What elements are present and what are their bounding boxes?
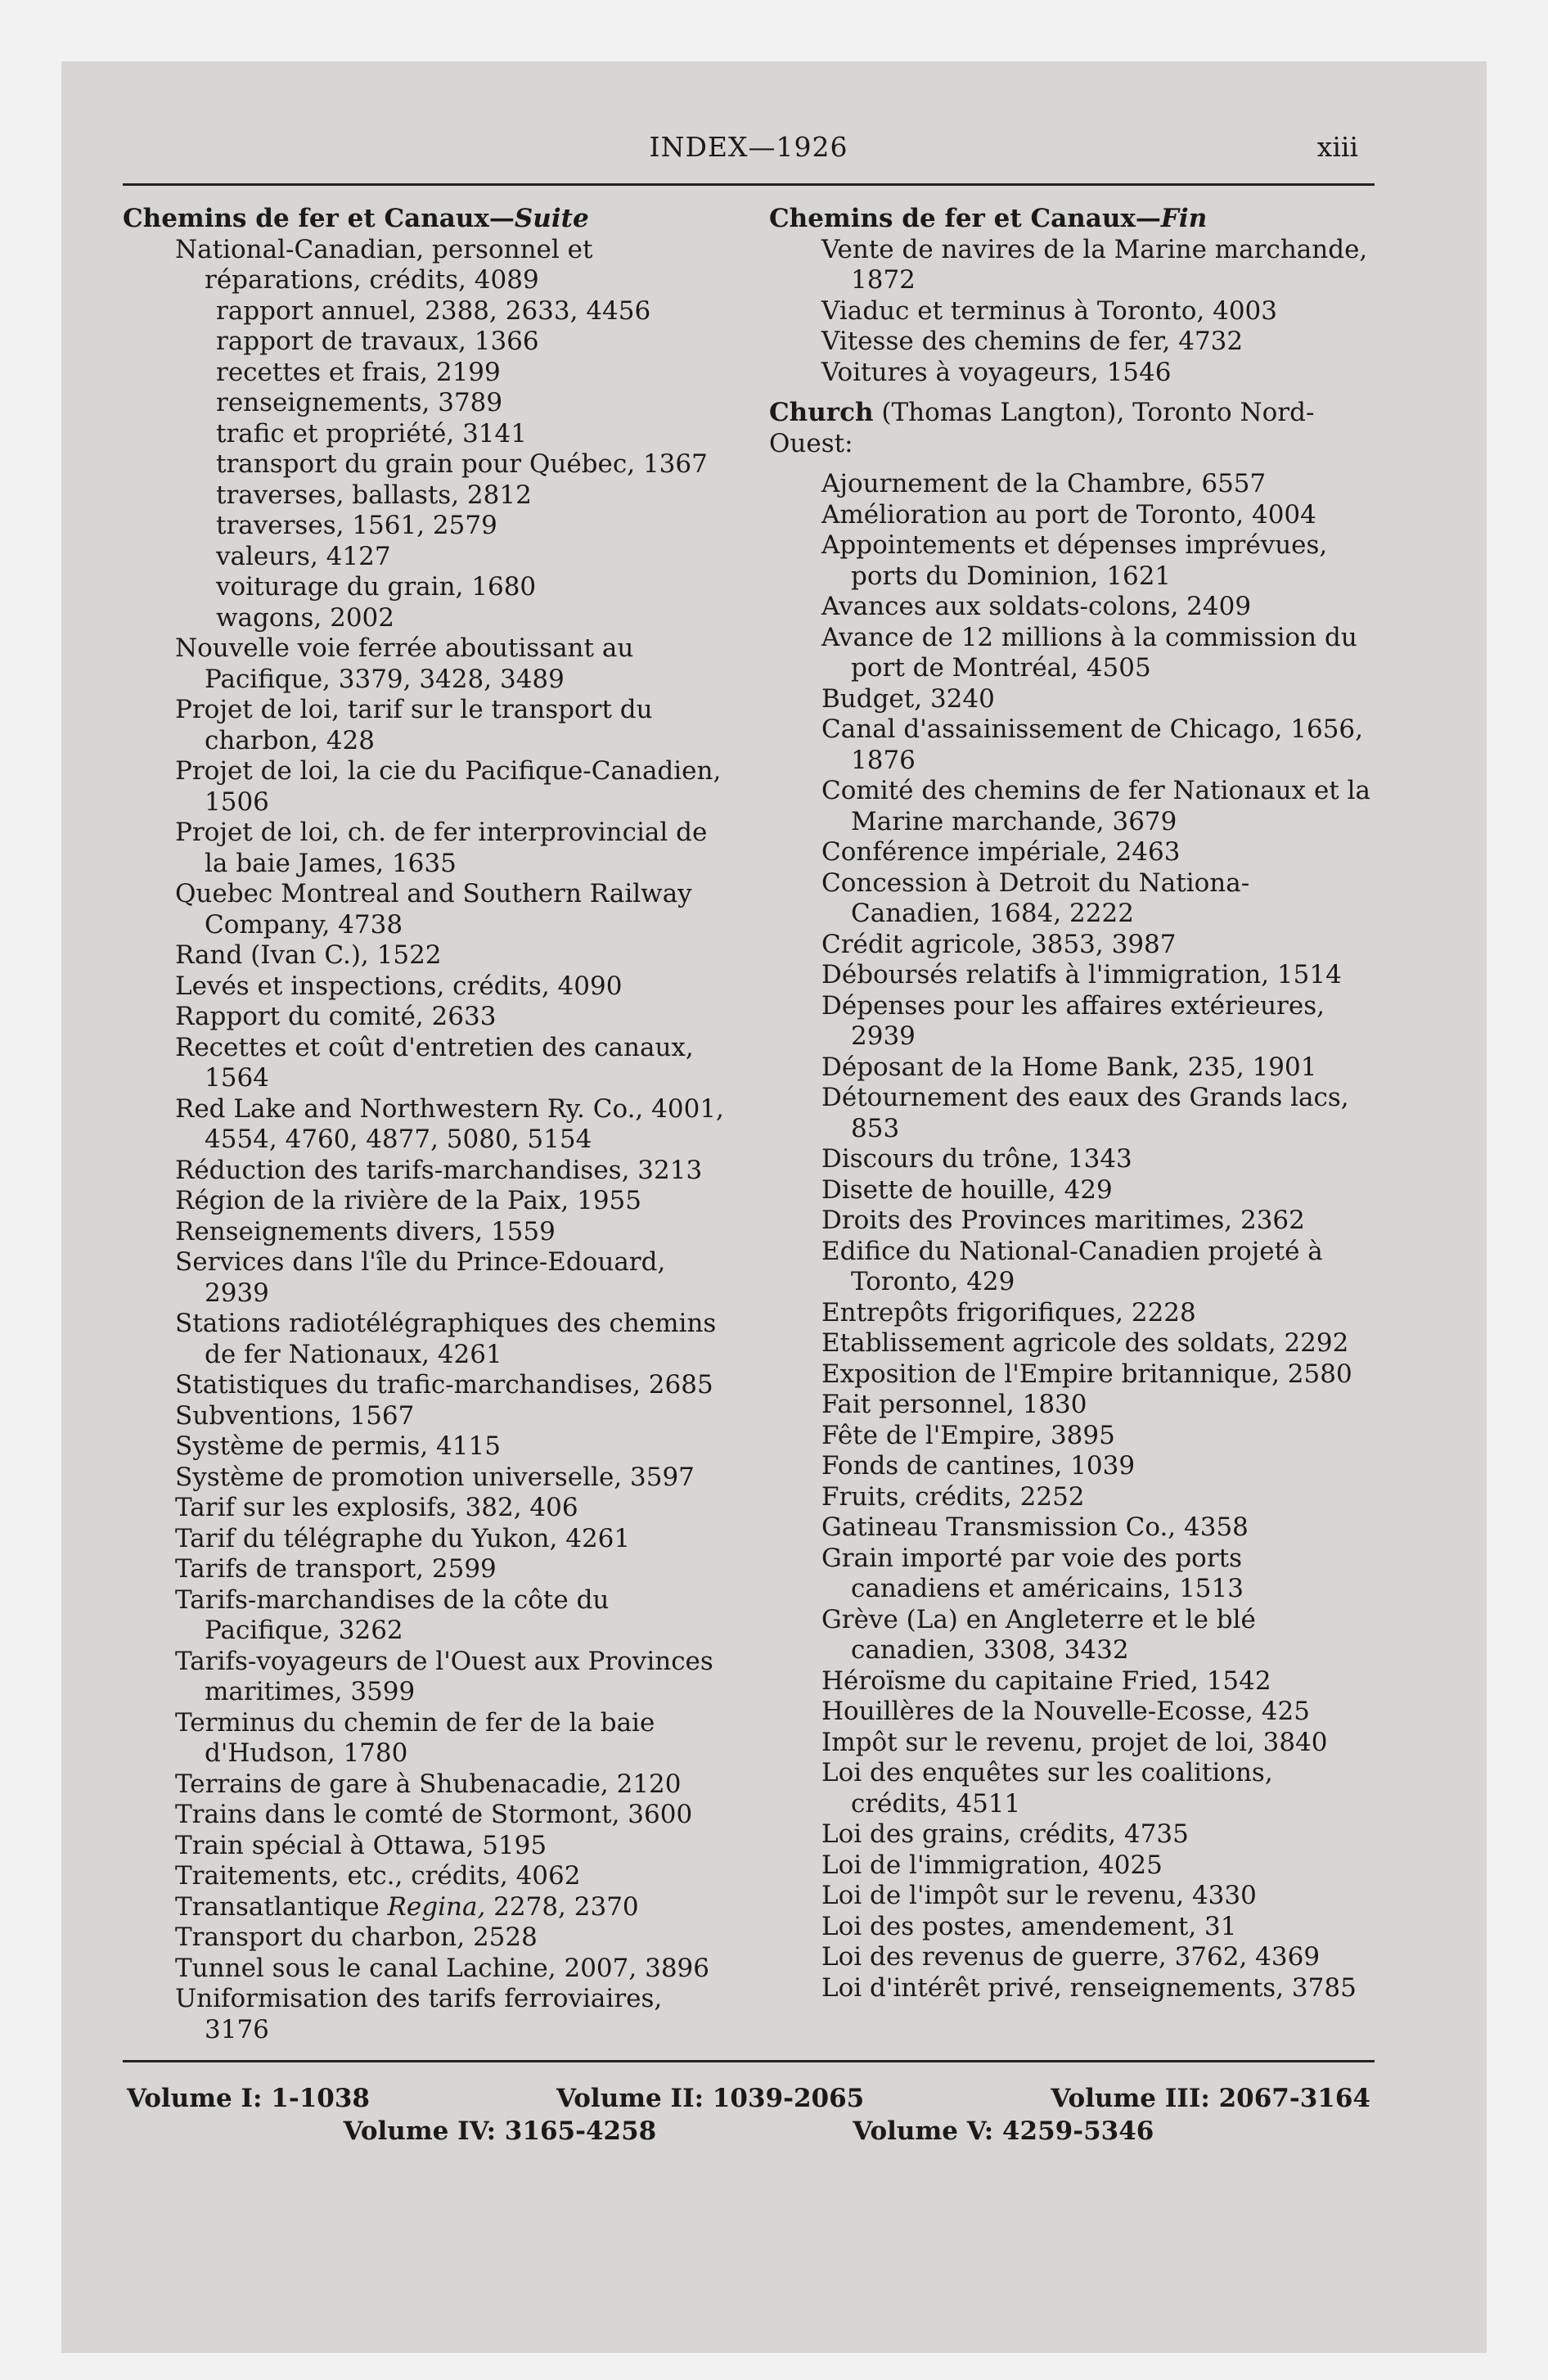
volume-row-1 (123, 2082, 1375, 2115)
index-entry (123, 1554, 728, 1585)
index-entry (769, 500, 1375, 531)
entry-text: rapport de travaux, 1366 (216, 327, 539, 356)
entry-text: Détournement des eaux des Grands lacs, 853 (821, 1083, 1349, 1143)
volume-ranges (123, 2082, 1375, 2148)
entry-text: Grain importé par voie des ports canadiens et américains, 1513 (821, 1543, 1244, 1603)
entry-text: Grève (La) en Angleterre et le blé canadien, 3308, 3432 (821, 1604, 1256, 1665)
index-entry (769, 1328, 1375, 1359)
entry-text: Traitements, etc., crédits, 4062 (175, 1861, 581, 1891)
index-entry (123, 971, 728, 1003)
entry-text: Vente de navires de la Marine marchande, 1872 (821, 234, 1368, 295)
entry-text: Impôt sur le revenu, projet de loi, 3840 (821, 1727, 1328, 1757)
index-entry (123, 1984, 728, 2045)
index-subentry (123, 358, 728, 389)
entry-text: Gatineau Transmission Co., 4358 (821, 1512, 1249, 1542)
entry-text: Tarif sur les explosifs, 382, 406 (175, 1493, 578, 1522)
entry-text: Tarif du télégraphe du Yukon, 4261 (175, 1523, 631, 1553)
index-heading (123, 204, 728, 235)
index-entry (769, 837, 1375, 868)
entry-text: Stations radiotélégraphiques des chemins de fer Nationaux, 4261 (175, 1309, 717, 1369)
index-entry (123, 1800, 728, 1831)
index-entry (769, 1206, 1375, 1237)
index-entry (769, 1390, 1375, 1421)
entry-text: Loi des grains, crédits, 4735 (821, 1819, 1189, 1849)
entry-text: wagons, 2002 (216, 602, 394, 633)
index-entry (769, 1728, 1375, 1759)
entry-text: Comité des chemins de fer Nationaux et la Marine marchande, 3679 (821, 776, 1370, 836)
index-entry (769, 1421, 1375, 1452)
index-entry (123, 1033, 728, 1094)
entry-text: Houillères de la Nouvelle-Ecosse, 425 (821, 1697, 1310, 1726)
spacer (769, 388, 1375, 398)
index-entry (769, 1298, 1375, 1329)
entry-text: Tarifs de transport, 2599 (175, 1554, 497, 1584)
entry-text: Ajournement de la Chambre, 6557 (821, 469, 1267, 498)
entry-text: Tarifs-voyageurs de l'Ouest aux Provinces maritimes, 3599 (175, 1646, 713, 1706)
entry-text: transport du grain pour Québec, 1367 (216, 449, 708, 479)
entry-text: Loi des revenus de guerre, 3762, 4369 (821, 1942, 1321, 1972)
entry-text: trafic et propriété, 3141 (216, 418, 527, 449)
entry-text: Loi d'intérêt privé, renseignements, 3785 (821, 1972, 1357, 2003)
entry-text: Train spécial à Ottawa, 5195 (175, 1830, 547, 1860)
heading-detail: (Thomas Langton), Toronto Nord-Ouest: (769, 398, 1315, 458)
index-entry (769, 1175, 1375, 1206)
entry-text: Etablissement agricole des soldats, 2292 (821, 1328, 1349, 1358)
heading-text: Church (769, 398, 874, 427)
entry-text: Rand (Ivan C.), 1522 (175, 940, 442, 970)
entry-text: Fruits, crédits, 2252 (821, 1481, 1085, 1512)
entry-text: Nouvelle voie ferrée aboutissant au Pacifique, 3379, 3428, 3489 (175, 633, 634, 694)
index-entry (769, 1237, 1375, 1298)
volume-1: Volume I: 1-1038 (127, 2084, 370, 2113)
volume-4: Volume IV: 3165-4258 (343, 2116, 657, 2146)
index-entry (123, 1309, 728, 1370)
index-entry (123, 1431, 728, 1463)
index-entry (123, 1524, 728, 1555)
entry-text: Recettes et coût d'entretien des canaux, 1564 (175, 1032, 694, 1093)
entry-text: Crédit agricole, 3853, 3987 (821, 929, 1177, 959)
entry-text: recettes et frais, 2199 (216, 357, 501, 387)
entry-text: Renseignements divers, 1559 (175, 1216, 556, 1246)
entry-text: Héroïsme du capitaine Fried, 1542 (821, 1666, 1271, 1696)
index-entry (769, 1912, 1375, 1943)
index-subentry (123, 603, 728, 634)
entry-text: Déposant de la Home Bank, 235, 1901 (821, 1052, 1317, 1082)
entry-text: Avances aux soldats-colons, 2409 (821, 592, 1252, 621)
index-entry (769, 991, 1375, 1053)
entry-text: Transport du charbon, 2528 (175, 1922, 538, 1952)
right-column (769, 204, 1375, 2045)
index-entry (123, 695, 728, 756)
entry-text: Loi des enquêtes sur les coalitions, crédits, 4511 (821, 1758, 1273, 1819)
entry-text: Conférence impériale, 2463 (821, 837, 1181, 867)
index-entry (123, 1217, 728, 1248)
page-title: INDEX—1926 (649, 131, 848, 163)
entry-text: Voitures à voyageurs, 1546 (821, 357, 1172, 387)
entry-text: Transatlantique (175, 1891, 388, 1922)
entry-text: Loi de l'impôt sur le revenu, 4330 (821, 1881, 1257, 1910)
heading-continuation: Fin (1160, 204, 1208, 233)
entry-text: traverses, ballasts, 2812 (216, 480, 532, 510)
index-entry (769, 930, 1375, 961)
index-entry (769, 592, 1375, 623)
heading-text: Chemins de fer et Canaux—Suite (123, 204, 589, 233)
index-entry (123, 1922, 728, 1954)
volume-row-2 (123, 2115, 1375, 2148)
index-entry (123, 1954, 728, 1985)
index-entry (769, 1544, 1375, 1605)
index-entry (769, 296, 1375, 327)
index-entry (123, 1186, 728, 1217)
spacer (769, 459, 1375, 469)
volume-3: Volume III: 2067-3164 (1051, 2084, 1370, 2113)
entry-text: Fait personnel, 1830 (821, 1390, 1087, 1419)
page-number: xiii (1316, 131, 1358, 163)
entry-text: Tunnel sous le canal Lachine, 2007, 3896 (175, 1953, 709, 1983)
index-entry (123, 633, 728, 695)
index-heading (769, 398, 1375, 459)
volume-5: Volume V: 4259-5346 (853, 2116, 1154, 2146)
footer-rule (123, 2060, 1375, 2062)
entry-text: Red Lake and Northwestern Ry. Co., 4001, 4554, 4760, 4877, 5080, 5154 (175, 1093, 724, 1154)
entry-text: Loi de l'immigration, 4025 (821, 1850, 1163, 1880)
entry-text: Projet de loi, ch. de fer interprovincial de la baie James, 1635 (175, 818, 708, 878)
index-entry (769, 1973, 1375, 2004)
index-page (123, 131, 1375, 2148)
index-entry (769, 868, 1375, 930)
index-subentry (123, 327, 728, 358)
entry-text: Terminus du chemin de fer de la baie d'Hudson, 1780 (175, 1707, 655, 1768)
entry-text: Discours du trône, 1343 (821, 1144, 1132, 1174)
entry-text: traverses, 1561, 2579 (216, 511, 497, 540)
entry-text: Avance de 12 millions à la commission du port de Montréal, 4505 (821, 622, 1357, 683)
entry-text: Subventions, 1567 (175, 1400, 415, 1431)
entry-text: Uniformisation des tarifs ferroviaires, 3176 (175, 1984, 663, 2044)
index-subentry (123, 480, 728, 512)
entry-text: Tarifs-marchandises de la côte du Pacifique, 3262 (175, 1584, 610, 1645)
entry-text: rapport annuel, 2388, 2633, 4456 (216, 295, 651, 326)
index-entry (123, 1002, 728, 1033)
page-header (123, 131, 1375, 180)
index-subentry (123, 511, 728, 542)
index-entry (769, 1942, 1375, 1973)
index-entry (769, 1144, 1375, 1175)
left-column (123, 204, 728, 2045)
index-entry (769, 469, 1375, 500)
index-entry (123, 1708, 728, 1769)
volume-2: Volume II: 1039-2065 (556, 2084, 865, 2113)
entry-text: Canal d'assainissement de Chicago, 1656, 1876 (821, 714, 1363, 775)
index-entry (123, 1647, 728, 1708)
entry-text: Projet de loi, tarif sur le transport du charbon, 428 (175, 695, 653, 755)
index-entry (123, 1585, 728, 1647)
index-entry (769, 1605, 1375, 1666)
entry-text: Services dans l'île du Prince-Edouard, 2939 (175, 1247, 666, 1308)
index-entry (769, 714, 1375, 776)
entry-text: Budget, 3240 (821, 683, 995, 714)
index-entry (123, 756, 728, 818)
entry-text: Edifice du National-Canadien projeté à Toronto, 429 (821, 1236, 1323, 1296)
entry-text: Disette de houille, 429 (821, 1174, 1113, 1205)
index-subentry (123, 449, 728, 480)
index-entry (123, 940, 728, 971)
entry-text: Système de permis, 4115 (175, 1431, 501, 1461)
entry-text: Loi des postes, amendement, 31 (821, 1911, 1237, 1941)
entry-text: Vitesse des chemins de fer, 4732 (821, 327, 1244, 356)
index-entry (769, 776, 1375, 837)
entry-text: Quebec Montreal and Southern Railway Company, 4738 (175, 879, 692, 940)
index-entry (769, 327, 1375, 358)
index-columns (123, 204, 1375, 2045)
index-entry (123, 1401, 728, 1432)
index-entry (123, 1831, 728, 1862)
entry-text: Réduction des tarifs-marchandises, 3213 (175, 1155, 703, 1185)
index-entry (123, 1094, 728, 1156)
entry-text: Droits des Provinces maritimes, 2362 (821, 1206, 1305, 1235)
index-entry (123, 235, 728, 296)
entry-text: Fête de l'Empire, 3895 (821, 1420, 1115, 1450)
index-entry (769, 1881, 1375, 1912)
index-entry (769, 530, 1375, 592)
index-entry (769, 1359, 1375, 1391)
entry-text: renseignements, 3789 (216, 388, 503, 417)
index-subentry (123, 542, 728, 573)
entry-text: Appointements et dépenses imprévues, ports du Dominion, 1621 (821, 530, 1328, 591)
index-entry (769, 960, 1375, 991)
index-entry (769, 1666, 1375, 1697)
entry-text: Concession à Detroit du Nationa-Canadien, 1684, 2222 (821, 868, 1250, 928)
entry-text: Région de la rivière de la Paix, 1955 (175, 1186, 641, 1215)
entry-text: Exposition de l'Empire britannique, 2580 (821, 1359, 1352, 1389)
index-entry (123, 818, 728, 879)
index-subentry (123, 419, 728, 450)
entry-text: Viaduc et terminus à Toronto, 4003 (821, 295, 1277, 326)
index-entry (123, 1370, 728, 1401)
entry-text: Levés et inspections, crédits, 4090 (175, 971, 623, 1001)
heading-text: Chemins de fer et Canaux—Fin (769, 204, 1208, 233)
index-entry (123, 1493, 728, 1524)
entry-text: National-Canadian, personnel et réparations, crédits, 4089 (175, 234, 593, 295)
entry-text: Projet de loi, la cie du Pacifique-Canadien, 1506 (175, 756, 722, 817)
index-subentry (123, 296, 728, 327)
index-entry (769, 623, 1375, 684)
entry-italic: Regina, (387, 1891, 486, 1922)
index-entry (769, 1083, 1375, 1144)
index-subentry (123, 388, 728, 419)
index-entry (123, 1247, 728, 1309)
index-entry (769, 1451, 1375, 1482)
index-heading (769, 204, 1375, 235)
index-entry (769, 1053, 1375, 1084)
entry-text: Trains dans le comté de Stormont, 3600 (175, 1800, 693, 1829)
entry-text: Rapport du comité, 2633 (175, 1002, 497, 1031)
index-entry (769, 1697, 1375, 1728)
entry-text: Fonds de cantines, 1039 (821, 1451, 1136, 1481)
index-entry (769, 358, 1375, 389)
index-subentry (123, 572, 728, 603)
entry-text: Déboursés relatifs à l'immigration, 1514 (821, 960, 1342, 989)
index-entry (123, 1769, 728, 1801)
entry-text: Terrains de gare à Shubenacadie, 2120 (175, 1769, 682, 1799)
header-rule (123, 183, 1375, 186)
index-entry (769, 1819, 1375, 1850)
heading-continuation: Suite (514, 204, 589, 233)
index-entry (123, 1463, 728, 1494)
index-entry (769, 1482, 1375, 1513)
entry-text: Entrepôts frigorifiques, 2228 (821, 1297, 1196, 1327)
index-entry (769, 1850, 1375, 1882)
index-entry (769, 1512, 1375, 1544)
entry-pages: 2278, 2370 (485, 1891, 639, 1922)
index-entry (769, 1758, 1375, 1819)
index-entry (123, 1156, 728, 1187)
index-entry (123, 1892, 728, 1923)
index-entry (123, 1861, 728, 1892)
index-entry (123, 879, 728, 940)
entry-text: valeurs, 4127 (216, 541, 391, 571)
entry-text: Amélioration au port de Toronto, 4004 (821, 499, 1316, 530)
index-entry (769, 684, 1375, 715)
entry-text: Statistiques du trafic-marchandises, 2685 (175, 1370, 713, 1400)
index-entry (769, 235, 1375, 296)
entry-text: voiturage du grain, 1680 (216, 572, 537, 602)
entry-text: Système de promotion universelle, 3597 (175, 1462, 695, 1492)
entry-text: Dépenses pour les affaires extérieures, 2939 (821, 990, 1325, 1051)
